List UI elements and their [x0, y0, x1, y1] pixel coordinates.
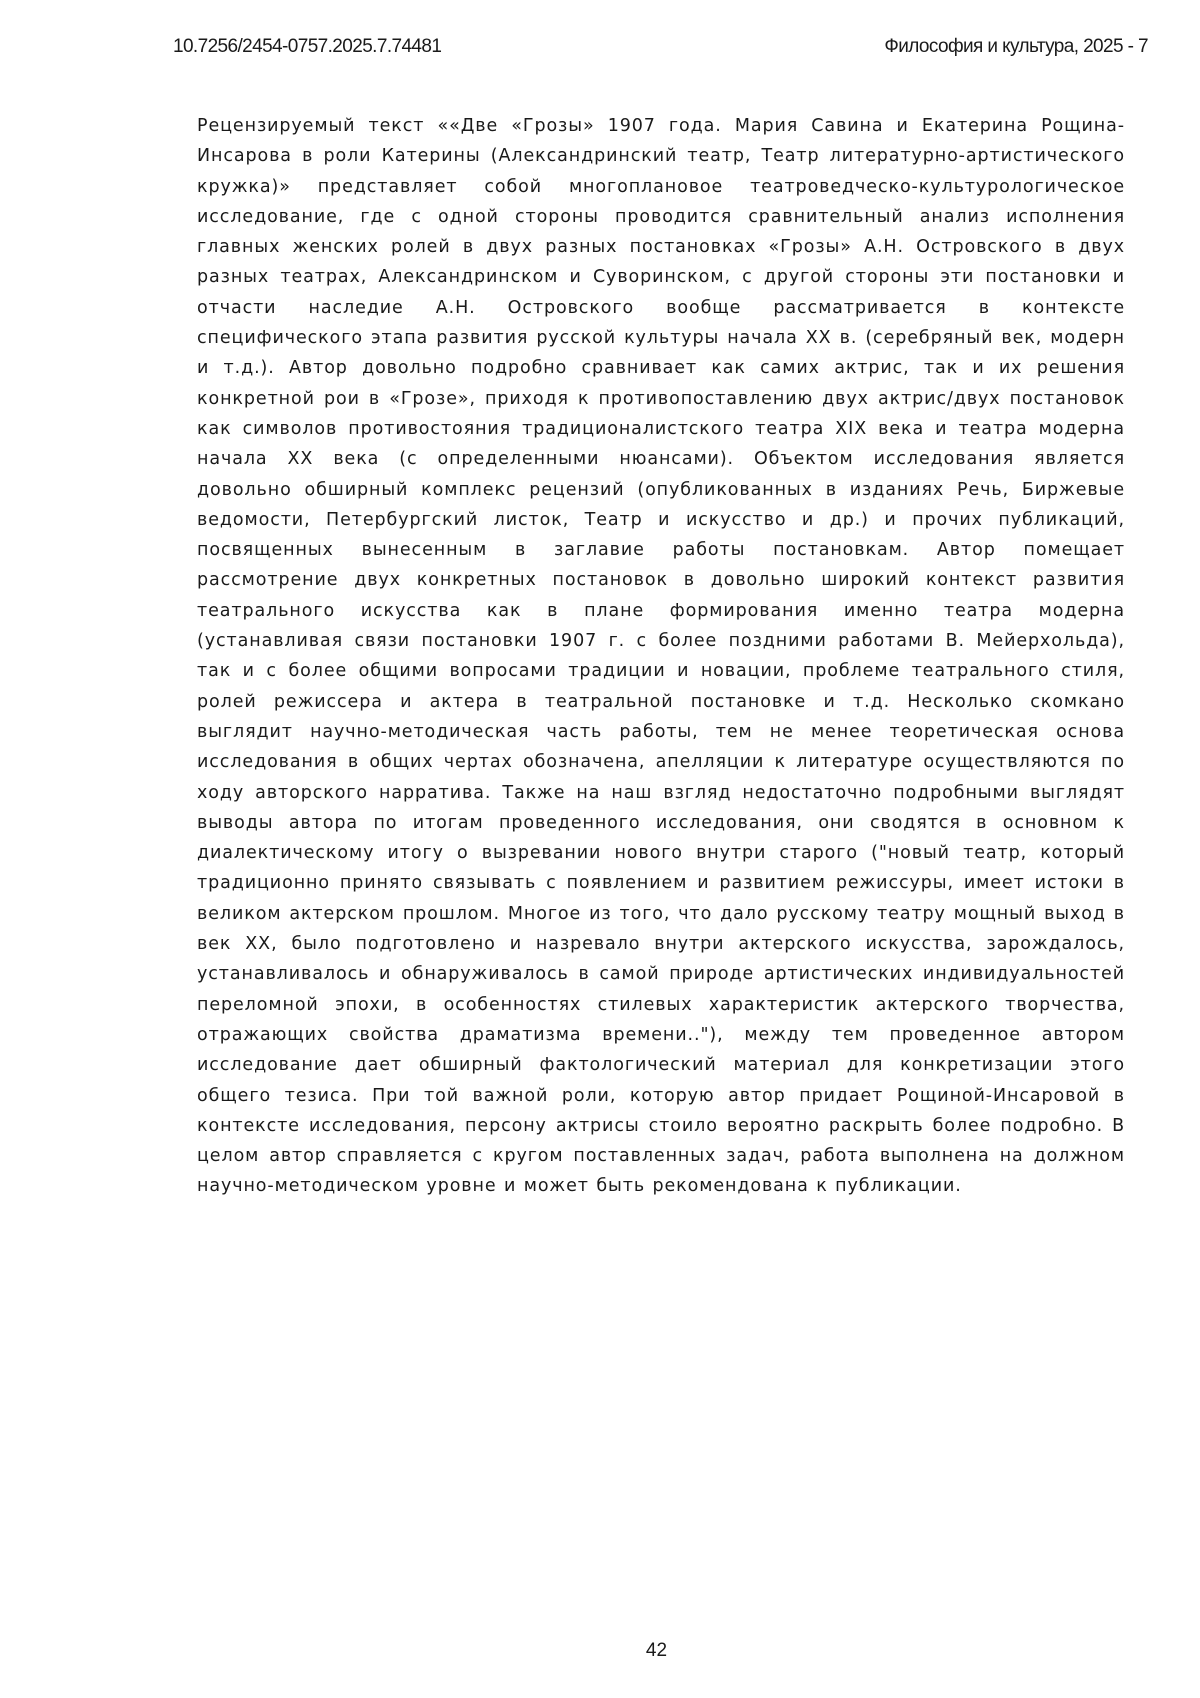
- page-header: [173, 36, 1148, 62]
- doi-label: 10.7256/2454-0757.2025.7.74481: [173, 36, 442, 57]
- review-paragraph: Рецензируемый текст ««Две «Грозы» 1907 года. Мария Савина и Екатерина Рощина-Инсарова в роли Катерины (Александринский театр, Театр литературно-артистического кружка)» представляет собой многоплановое театроведческо-культурологическое исследование, где с одной стороны проводится сравнительный анализ исполнения главных женских ролей в двух разных постановках «Грозы» А.Н. Островского в двух разных театрах, Александринском и Суворинском, с другой стороны эти постановки и отчасти наследие А.Н. Островского вообще рассматривается в контексте специфического этапа развития русской культуры начала XX в. (серебряный век, модерн и т.д.). Автор довольно подробно сравнивает как самих актрис, так и их решения конкретной рои в «Грозе», приходя к противопоставлению двух актрис/двух постановок как символов противостояния традиционалистского театра XIX века и театра модерна начала XX века (с определенными нюансами). Объектом исследования является довольно обширный комплекс рецензий (опубликованных в изданиях Речь, Биржевые ведомости, Петербургский листок, Театр и искусство и др.) и прочих публикаций, посвященных вынесенным в заглавие работы постановкам. Автор помещает рассмотрение двух конкретных постановок в довольно широкий контекст развития театрального искусства как в плане формирования именно театра модерна (устанавливая связи постановки 1907 г. с более поздними работами В. Мейерхольда), так и с более общими вопросами традиции и новации, проблеме театрального стиля, ролей режиссера и актера в театральной постановке и т.д. Несколько скомкано выглядит научно-методическая часть работы, тем не менее теоретическая основа исследования в общих чертах обозначена, апелляции к литературе осуществляются по ходу авторского нарратива. Также на наш взгляд недостаточно подробными выглядят выводы автора по итогам проведенного исследования, они сводятся в основном к диалектическому итогу о вызревании нового внутри старого ("новый театр, который традиционно принято связывать с появлением и развитием режиссуры, имеет истоки в великом актерском прошлом. Многое из того, что дало русскому театру мощный выход в век XX, было подготовлено и назревало внутри актерского искусства, зарождалось, устанавливалось и обнаруживалось в самой природе артистических индивидуальностей переломной эпохи, в особенностях стилевых характеристик актерского творчества, отражающих свойства драматизма времени.."), между тем проведенное автором исследование дает обширный фактологический материал для конкретизации этого общего тезиса. При той важной роли, которую автор придает Рощиной-Инсаровой в контексте исследования, персону актрисы стоило вероятно раскрыть более подробно. В целом автор справляется с кругом поставленных задач, работа выполнена на должном научно-методическом уровне и может быть рекомендована к публикации.: [197, 116, 1125, 1197]
- page-number: 42: [645, 1640, 668, 1661]
- journal-title: Философия и культура, 2025 - 7: [884, 36, 1148, 57]
